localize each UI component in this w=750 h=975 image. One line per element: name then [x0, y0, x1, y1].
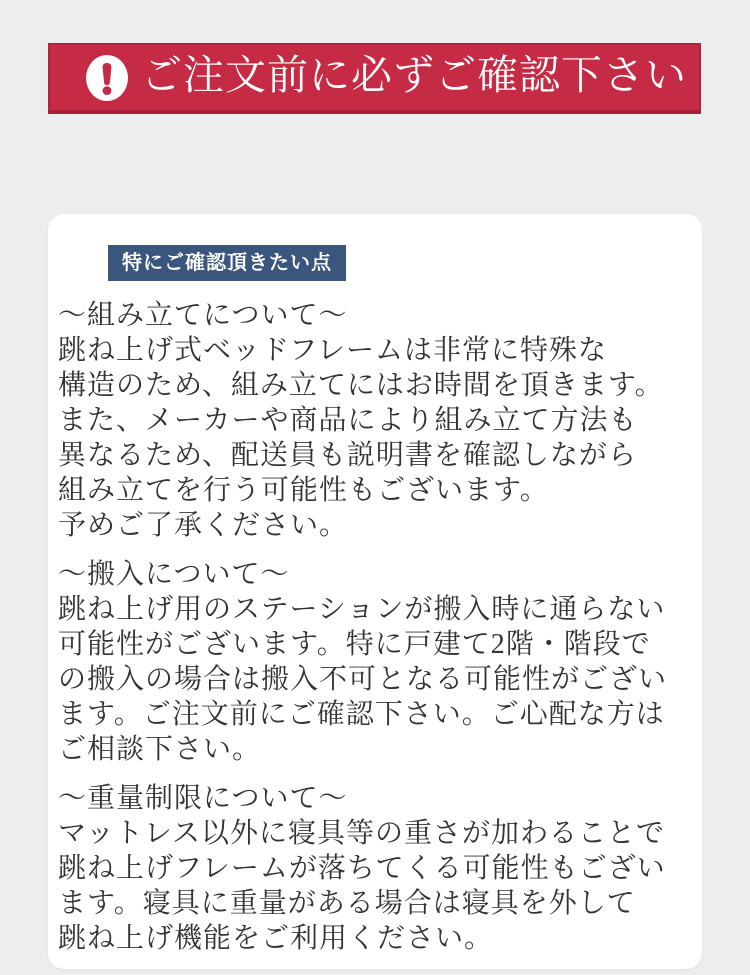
section-heading: ～重量制限について～ [58, 783, 348, 814]
section-line: 跳ね上げ用のステーションが搬入時に通らない [58, 594, 666, 625]
section-line: 予めご了承ください。 [58, 510, 349, 541]
section-carry-in [58, 557, 692, 767]
section-heading: ～組み立てについて～ [58, 300, 348, 331]
section-line: 組み立てを行う可能性もございます。 [58, 475, 549, 506]
section-line: 構造のため、組み立てにはお時間を頂きます。 [58, 370, 664, 401]
section-line: の搬入の場合は搬入不可となる可能性がござい [58, 664, 668, 695]
exclamation-icon [86, 55, 128, 101]
section-weight-limit [58, 781, 692, 956]
section-line: ます。寝具に重量がある場合は寝具を外して [58, 888, 636, 919]
section-heading: ～搬入について～ [58, 559, 290, 590]
section-line: 跳ね上げ機能をご利用ください。 [58, 923, 494, 954]
section-line: 異なるため、配送員も説明書を確認しながら [58, 440, 637, 471]
section-line: ご相談下さい。 [58, 734, 262, 765]
section-line: また、メーカーや商品により組み立て方法も [58, 405, 638, 436]
section-line: 跳ね上げフレームが落ちてくる可能性もござい [58, 853, 666, 884]
section-line: 可能性がございます。特に戸建て2階・階段で [58, 629, 651, 660]
highlight-badge: 特にご確認頂きたい点 [108, 245, 346, 281]
notice-sections [58, 281, 692, 956]
section-line: 跳ね上げ式ベッドフレームは非常に特殊な [58, 335, 608, 366]
notice-card [48, 214, 702, 969]
section-assembly [58, 298, 692, 543]
section-line: マットレス以外に寝具等の重さが加わることで [58, 818, 666, 849]
warning-banner [48, 43, 701, 114]
section-line: ます。ご注文前にご確認下さい。ご心配な方は [58, 699, 665, 730]
banner-title: ご注文前に必ずご確認下さい [141, 52, 687, 98]
